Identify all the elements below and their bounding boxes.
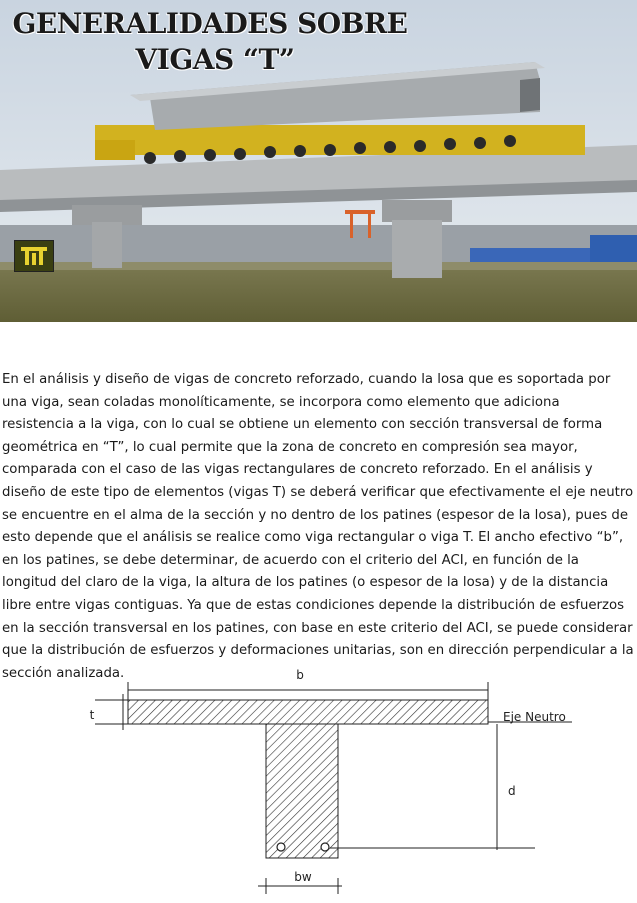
t-beam-section-svg	[0, 660, 637, 899]
label-d: d	[508, 784, 516, 798]
t-beam-diagram	[0, 660, 637, 899]
label-b: b	[296, 668, 304, 682]
page-title	[0, 6, 420, 78]
road-logo-icon	[14, 240, 54, 272]
logo-glyph	[19, 244, 49, 268]
web	[266, 724, 338, 858]
label-bw: bw	[294, 870, 312, 884]
label-neutral-axis: Eje Neutro	[503, 710, 566, 724]
rebar-left	[277, 843, 285, 851]
title-line-1: GENERALIDADES SOBRE	[12, 7, 408, 40]
title-line-2: VIGAS “T”	[135, 43, 295, 76]
rebar-right	[321, 843, 329, 851]
label-t: t	[89, 708, 95, 722]
flange	[128, 700, 488, 724]
body-paragraph: En el análisis y diseño de vigas de concreto reforzado, cuando la losa que es soportada por una viga, sean coladas monolíticamente, se incorpora como elemento que adiciona resistencia a la viga, con lo cual se obtiene un elemento con sección transversal de forma geométrica en “T”, lo cual permite que la zona de concreto en compresión sea mayor, comparada con el caso de las vigas rectangulares de concreto reforzado. En el análisis y diseño de este tipo de elementos (vigas T) se deberá verificar que efectivamente el eje neutro se encuentre en el alma de la sección y no dentro de los patines (espesor de la losa), pues de esto depende que el análisis se realice como viga rectangular o viga T. El ancho efectivo “b”, en los patines, se debe determinar, de acuerdo con el criterio del ACI, en función de la longitud del claro de la viga, la altura de los patines (o espesor de la losa) y de la distancia libre entre vigas contiguas. Ya que de estas condiciones depende la distribución de esfuerzos en la sección transversal en los patines, con base en este criterio del ACI, se puede considerar que la distribución de esfuerzos y deformaciones unitarias, son en dirección perpendicular a la sección analizada.	[2, 372, 634, 681]
